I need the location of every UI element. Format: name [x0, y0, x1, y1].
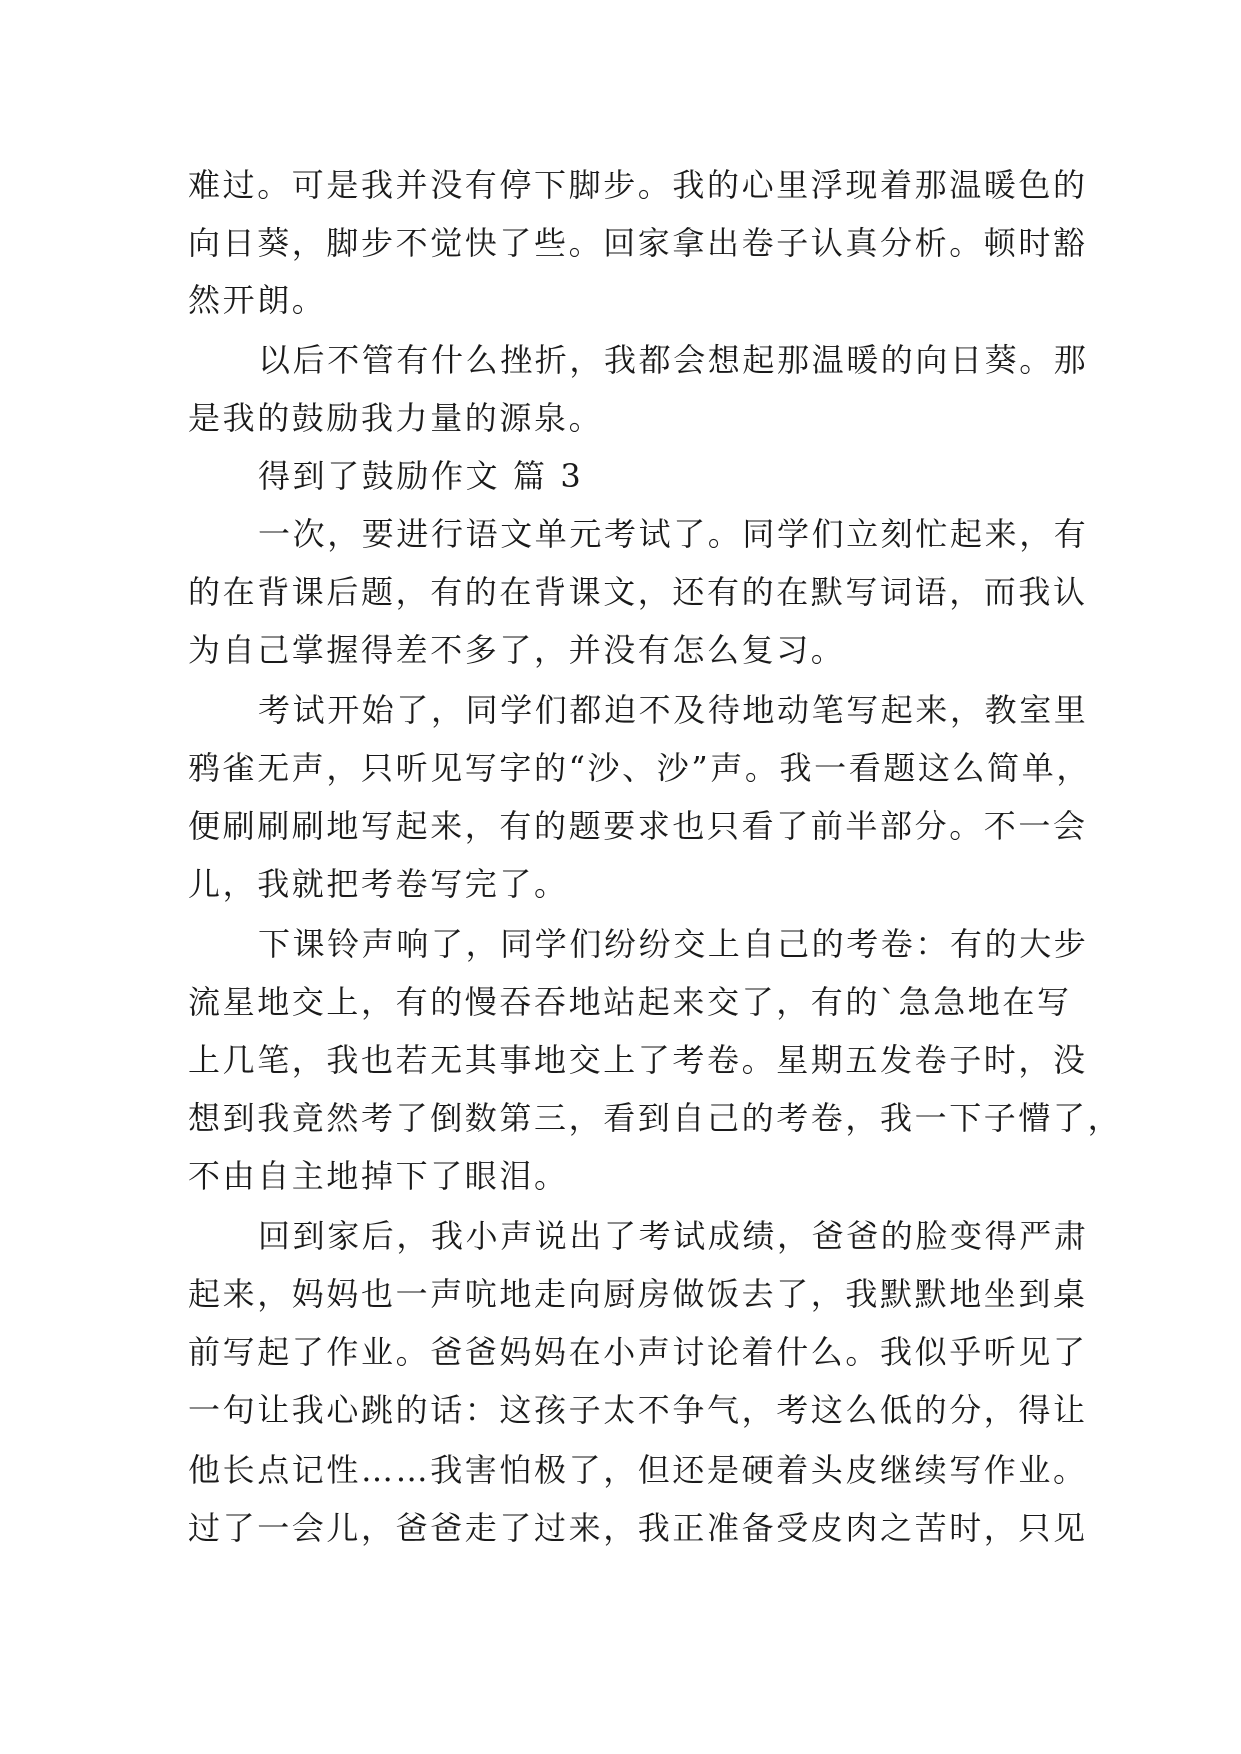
- text-line: 向日葵，脚步不觉快了些。回家拿出卷子认真分析。顿时豁: [188, 224, 1088, 262]
- text-line: 是我的鼓励我力量的源泉。: [188, 399, 604, 437]
- text-line: 回到家后，我小声说出了考试成绩，爸爸的脸变得严肃: [258, 1217, 1089, 1255]
- text-line: 起来，妈妈也一声吭地走向厨房做饭去了，我默默地坐到桌: [188, 1275, 1088, 1313]
- text-line: 的在背课后题，有的在背课文，还有的在默写词语，而我认: [188, 573, 1088, 611]
- text-line: 为自己掌握得差不多了，并没有怎么复习。: [188, 631, 846, 669]
- text-line: 难过。可是我并没有停下脚步。我的心里浮现着那温暖色的: [188, 166, 1088, 204]
- text-line: 儿，我就把考卷写完了。: [188, 865, 569, 903]
- text-line: 过了一会儿，爸爸走了过来，我正准备受皮肉之苦时，只见: [188, 1509, 1088, 1547]
- text-line: 鸦雀无声，只听见写字的“沙、沙”声。我一看题这么简单，: [188, 749, 1091, 787]
- text-line: 以后不管有什么挫折，我都会想起那温暖的向日葵。那: [258, 341, 1089, 379]
- text-line: 想到我竟然考了倒数第三，看到自己的考卷，我一下子懵了，: [188, 1099, 1123, 1137]
- text-line: 他长点记性……我害怕极了，但还是硬着头皮继续写作业。: [188, 1451, 1088, 1489]
- text-line: 不由自主地掉下了眼泪。: [188, 1157, 569, 1195]
- text-line: 便刷刷刷地写起来，有的题要求也只看了前半部分。不一会: [188, 807, 1088, 845]
- text-line: 一句让我心跳的话：这孩子太不争气，考这么低的分，得让: [188, 1391, 1088, 1429]
- text-line: 下课铃声响了，同学们纷纷交上自己的考卷：有的大步: [258, 925, 1089, 963]
- text-line: 流星地交上，有的慢吞吞地站起来交了，有的`急急地在写: [188, 983, 1072, 1021]
- text-line: 一次，要进行语文单元考试了。同学们立刻忙起来，有: [258, 515, 1089, 553]
- text-line: 考试开始了，同学们都迫不及待地动笔写起来，教室里: [258, 691, 1089, 729]
- text-line: 上几笔，我也若无其事地交上了考卷。星期五发卷子时，没: [188, 1041, 1088, 1079]
- text-line: 然开朗。: [188, 281, 327, 319]
- text-line: 前写起了作业。爸爸妈妈在小声讨论着什么。我似乎听见了: [188, 1333, 1088, 1371]
- section-heading: 得到了鼓励作文 篇 3: [258, 457, 584, 495]
